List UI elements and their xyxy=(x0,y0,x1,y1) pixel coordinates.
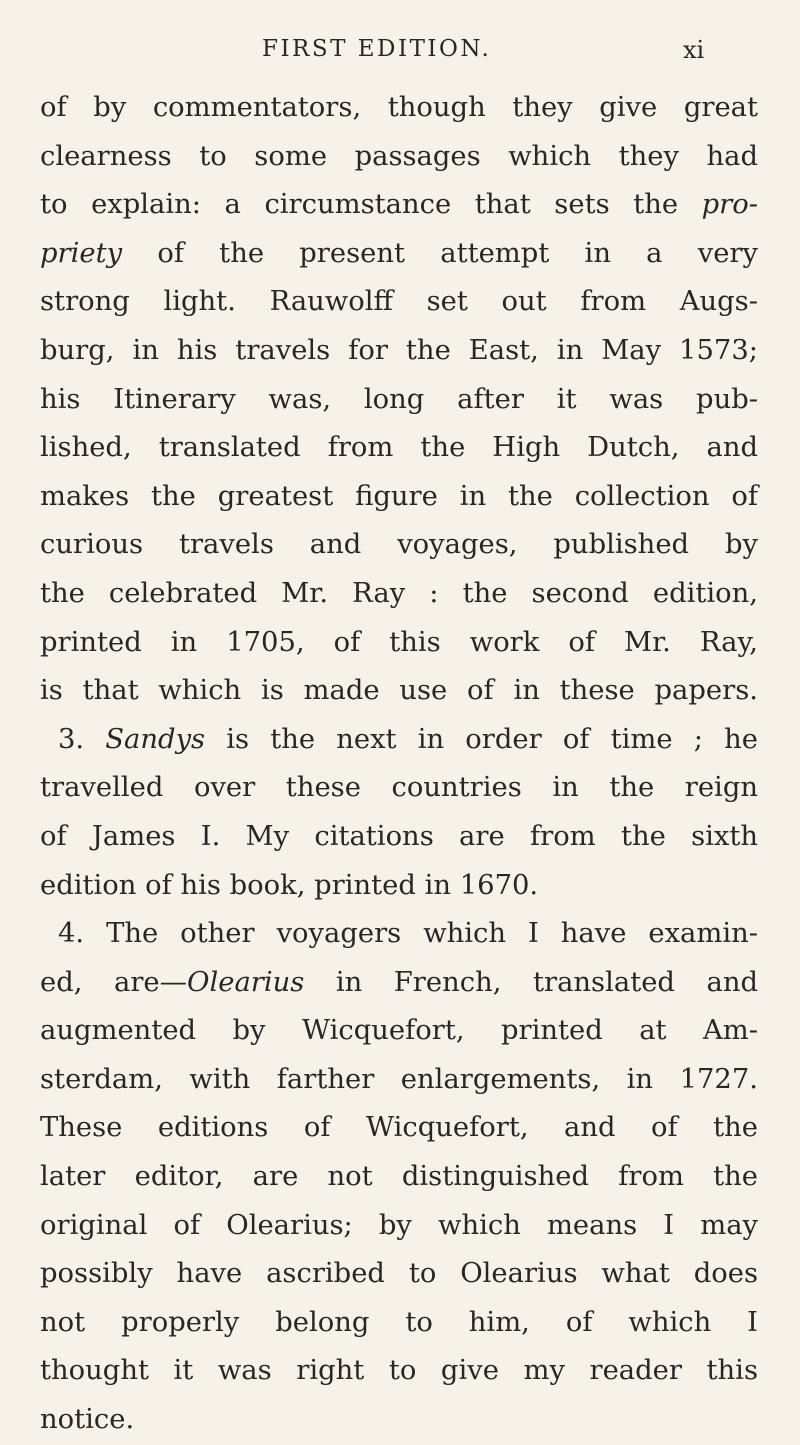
text-line: 4. The other voyagers which I have examin- xyxy=(58,918,758,950)
text-line: the celebrated Mr. Ray : the second edition, xyxy=(40,577,758,609)
text-line: strong light. Rauwolff set out from Augs- xyxy=(40,286,758,318)
text-line: of by commentators, though they give great xyxy=(40,92,758,123)
text-line: is that which is made use of in these papers. xyxy=(40,675,758,707)
page-header xyxy=(0,34,800,74)
text-line: original of Olearius; by which means I may xyxy=(40,1209,758,1241)
text-run: of the present attempt in a very xyxy=(122,237,758,269)
text-line: printed in 1705, of this work of Mr. Ray, xyxy=(40,626,758,658)
text-run: ed, are— xyxy=(40,966,188,998)
text-line xyxy=(40,716,758,765)
body-text xyxy=(40,84,758,1445)
text-line: thought it was right to give my reader this xyxy=(40,1355,758,1387)
text-line xyxy=(40,181,758,230)
running-head: FIRST EDITION. xyxy=(262,36,492,62)
italic-text: Olearius xyxy=(187,966,305,998)
page-number: xi xyxy=(683,36,705,64)
text-run: 3. xyxy=(58,723,106,755)
text-line: edition of his book, printed in 1670. xyxy=(40,869,539,901)
text-line: lished, translated from the High Dutch, and xyxy=(40,432,758,464)
text-line: makes the greatest figure in the collection of xyxy=(40,480,758,512)
text-run: is the next in order of time ; he xyxy=(205,723,758,755)
text-line xyxy=(40,959,758,1008)
text-run: to explain: a circumstance that sets the xyxy=(40,189,702,221)
text-line: clearness to some passages which they had xyxy=(40,140,758,172)
text-line: sterdam, with farther enlargements, in 1727. xyxy=(40,1063,758,1095)
italic-text: pro- xyxy=(701,189,758,221)
text-line: possibly have ascribed to Olearius what does xyxy=(40,1258,758,1290)
text-line: later editor, are not distinguished from the xyxy=(40,1161,758,1193)
text-line: of James I. My citations are from the sixth xyxy=(40,820,758,852)
text-line: travelled over these countries in the reign xyxy=(40,772,758,804)
text-line: not properly belong to him, of which I xyxy=(40,1306,758,1338)
text-run: in French, translated and xyxy=(304,966,758,998)
text-line: his Itinerary was, long after it was pub- xyxy=(40,383,758,415)
text-line xyxy=(40,230,758,279)
text-line: These editions of Wicquefort, and of the xyxy=(40,1112,758,1144)
italic-text: Sandys xyxy=(105,723,206,755)
text-line: augmented by Wicquefort, printed at Am- xyxy=(40,1015,758,1047)
text-line: burg, in his travels for the East, in May 1573; xyxy=(40,334,758,366)
text-line: notice. xyxy=(40,1404,135,1436)
text-line: curious travels and voyages, published by xyxy=(40,529,758,561)
italic-text: priety xyxy=(40,237,123,269)
